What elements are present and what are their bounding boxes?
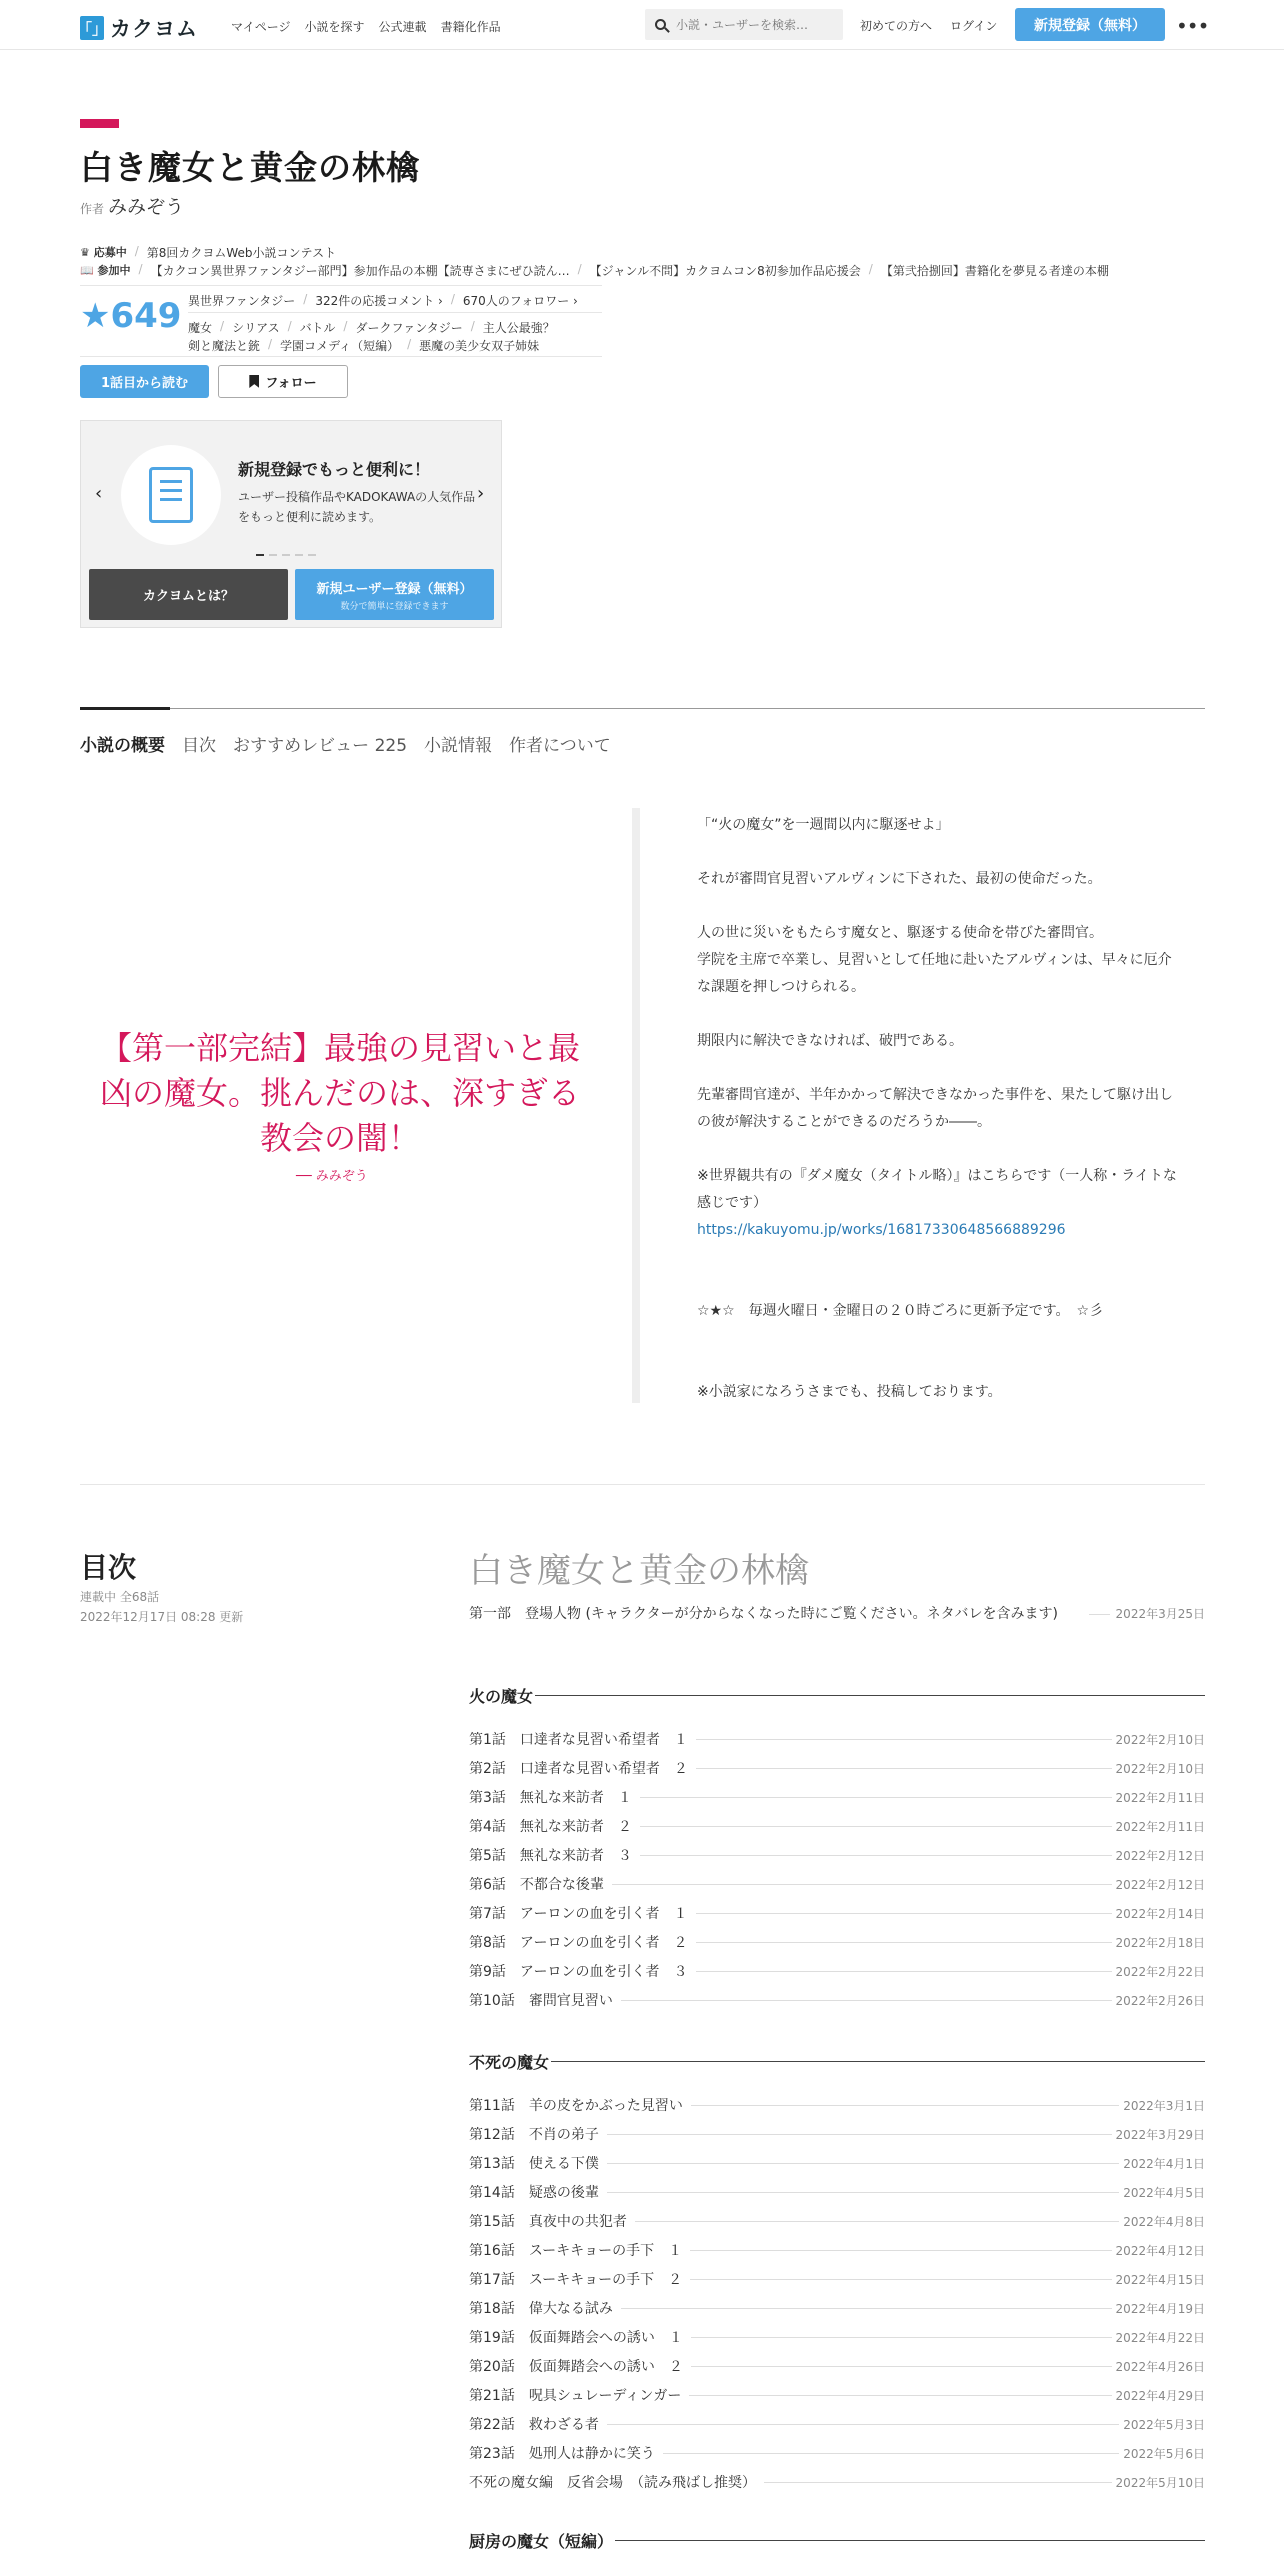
promo-text: ユーザー投稿作品やKADOKAWAの人気作品をもっと便利に読めます。	[238, 490, 476, 524]
episode-row[interactable]	[469, 1960, 1205, 1982]
read-first-episode-button[interactable]: 1話目から読む	[80, 365, 209, 398]
leader-line	[607, 2192, 1119, 2193]
bookmark-icon	[249, 375, 259, 388]
episode-row[interactable]	[469, 2326, 1205, 2348]
tab-reviews[interactable]: おすすめレビュー 225	[233, 736, 408, 756]
separator: /	[868, 262, 873, 276]
intro-paragraph: 学院を主席で卒業し、見習いとして任地に赴いたアルヴィンは、早々に厄介な課題を押しつけられる。	[697, 952, 1172, 995]
intro-paragraph: 期限内に解決できなければ、破門である。	[697, 1033, 963, 1049]
intro-paragraph	[697, 1136, 1182, 1163]
separator: /	[343, 319, 348, 333]
episode-row-characters[interactable]	[469, 1603, 1205, 1625]
episode-title: 第10話 審問官見習い	[469, 1993, 613, 2009]
nav-published-works[interactable]: 書籍化作品	[440, 20, 501, 34]
author-line	[80, 192, 184, 219]
followers-link[interactable]: 670人のフォロワー ›	[462, 294, 578, 308]
tab-author[interactable]: 作者について	[509, 736, 611, 756]
leader-line	[764, 2482, 1112, 2483]
episode-row[interactable]	[469, 2355, 1205, 2377]
signup-promo-carousel	[80, 420, 502, 628]
separator: /	[470, 319, 475, 333]
episode-row[interactable]	[469, 1815, 1205, 1837]
leader-line	[621, 2000, 1112, 2001]
episode-row[interactable]	[469, 1844, 1205, 1866]
leader-line	[640, 1855, 1112, 1856]
tags-row-1	[188, 319, 555, 336]
tag-link[interactable]: 悪魔の美少女双子姉妹	[419, 339, 540, 353]
chapter-heading	[469, 2529, 1205, 2552]
tag-link[interactable]: バトル	[299, 321, 336, 335]
episode-title: 第一部 登場人物 (キャラクターが分からなくなった時にご覧ください。ネタバレを含みます)	[469, 1606, 1058, 1622]
episode-date: 2022年5月3日	[1123, 2417, 1205, 2432]
carousel-dots	[256, 554, 316, 556]
episode-date: 2022年5月10日	[1115, 2475, 1205, 2490]
beginners-link[interactable]: 初めての方へ	[860, 19, 933, 33]
nav-search-novels[interactable]: 小説を探す	[304, 20, 365, 34]
divider	[188, 312, 602, 313]
leader-line	[640, 1826, 1112, 1827]
separator: /	[407, 337, 412, 351]
login-link[interactable]: ログイン	[950, 19, 998, 33]
leader-line	[691, 2337, 1112, 2338]
catchphrase-author: ── みみぞう	[296, 1169, 368, 1184]
signup-button[interactable]: 新規登録（無料）	[1015, 8, 1165, 41]
episode-date: 2022年4月8日	[1123, 2214, 1205, 2229]
intro-paragraph	[697, 1325, 1182, 1352]
carousel-dot[interactable]	[269, 554, 277, 556]
episode-row[interactable]	[469, 2239, 1205, 2261]
main-nav	[231, 18, 501, 35]
episode-date: 2022年2月12日	[1115, 1848, 1205, 1863]
carousel-dot[interactable]	[256, 554, 264, 556]
leader-line	[607, 2163, 1119, 2164]
tag-link[interactable]: 魔女	[188, 321, 213, 335]
joined-row	[80, 262, 1109, 279]
leader-line	[696, 1768, 1112, 1769]
carousel-dot[interactable]	[295, 554, 303, 556]
leader-line	[690, 2279, 1111, 2280]
carousel-dot[interactable]	[308, 554, 316, 556]
intro-paragraph: それが審問官見習いアルヴィンに下された、最初の使命だった。	[697, 871, 1102, 887]
episode-title: 第6話 不都合な後輩	[469, 1877, 604, 1893]
episode-date: 2022年4月22日	[1115, 2330, 1205, 2345]
episode-row[interactable]	[469, 2152, 1205, 2174]
episode-title: 第5話 無礼な来訪者 ３	[469, 1848, 632, 1864]
genre-link[interactable]: 異世界ファンタジー	[188, 294, 296, 308]
chapter-title: 厨房の魔女（短編）	[469, 2532, 614, 2551]
carousel-dot[interactable]	[282, 554, 290, 556]
episode-date: 2022年5月6日	[1123, 2446, 1205, 2461]
leader-line	[621, 2308, 1112, 2309]
work-title[interactable]: 白き魔女と黄金の林檎	[80, 148, 420, 187]
episode-title: 第15話 真夜中の共犯者	[469, 2214, 627, 2230]
logo-text: カクヨム	[110, 17, 198, 41]
episode-title: 第7話 アーロンの血を引く者 １	[469, 1906, 688, 1922]
leader-line	[696, 1739, 1112, 1740]
intro-paragraph	[697, 1271, 1182, 1298]
leader-line	[612, 1884, 1112, 1885]
episode-title: 第3話 無礼な来訪者 １	[469, 1790, 632, 1806]
divider	[80, 285, 602, 286]
carousel-next-icon[interactable]: ›	[477, 483, 485, 504]
author-name[interactable]: みみぞう	[108, 196, 185, 218]
tag-link[interactable]: 主人公最強？	[482, 321, 555, 335]
star-count[interactable]: ★649	[80, 296, 182, 336]
intro-paragraph: 先輩審問官達が、半年かかって解決できなかった事件を、果たして駆け出しの彼が解決することができるのだろうか――。	[697, 1087, 1173, 1130]
intro-paragraph	[697, 1352, 1182, 1379]
chapter-rule	[551, 2061, 1205, 2062]
tab-info[interactable]: 小説情報	[424, 736, 493, 756]
episode-row[interactable]	[469, 1757, 1205, 1779]
episode-row[interactable]	[469, 1873, 1205, 1895]
joined-link-1[interactable]: 【カクコン異世界ファンタジー部門】参加作品の本棚【読専さまにぜひ読ん…	[150, 264, 570, 278]
work-tabs	[80, 731, 611, 756]
leader-line	[635, 2221, 1119, 2222]
leader-line	[691, 2105, 1119, 2106]
episode-row[interactable]	[469, 1728, 1205, 1750]
episode-title: 第18話 偉大なる試み	[469, 2301, 613, 2317]
episode-date: 2022年3月25日	[1110, 1603, 1205, 1625]
intro-divider	[632, 808, 640, 1403]
tab-toc[interactable]: 目次	[182, 736, 216, 756]
separator: /	[220, 319, 225, 333]
nav-official-serial[interactable]: 公式連載	[378, 20, 427, 34]
episode-date: 2022年2月10日	[1115, 1732, 1205, 1747]
tag-link[interactable]: 学園コメディ（短編）	[280, 339, 400, 353]
toc-updated: 2022年12月17日 08:28 更新	[80, 1610, 244, 1624]
follow-label: フォロー	[265, 376, 317, 391]
register-button[interactable]	[295, 569, 494, 620]
episode-title: 第16話 スーキキョーの手下 １	[469, 2243, 683, 2259]
toc-work-title: 白き魔女と黄金の林檎	[469, 1551, 809, 1591]
tags-row-2	[188, 337, 539, 354]
episode-date: 2022年4月15日	[1115, 2272, 1205, 2287]
joined-link-3[interactable]: 【第弐拾捌回】書籍化を夢見る者達の本棚	[880, 264, 1109, 278]
intro-paragraph	[697, 893, 1182, 920]
document-icon	[149, 467, 193, 523]
separator: /	[287, 319, 292, 333]
separator: /	[303, 292, 308, 306]
episode-title: 第2話 口達者な見習い希望者 ２	[469, 1761, 688, 1777]
joined-label: 📖 参加中	[80, 264, 131, 277]
contest-link[interactable]: 第8回カクヨムWeb小説コンテスト	[146, 246, 337, 260]
intro-paragraph	[697, 1001, 1182, 1028]
toc-heading: 目次	[80, 1551, 137, 1584]
episode-date: 2022年2月14日	[1115, 1906, 1205, 1921]
episode-title: 第20話 仮面舞踏会への誘い ２	[469, 2359, 683, 2375]
episode-title: 第17話 スーキキョーの手下 ２	[469, 2272, 683, 2288]
separator: /	[138, 262, 143, 276]
intro-paragraph: 人の世に災いをもたらす魔女と、駆逐する使命を帯びた審問官。	[697, 925, 1103, 941]
episode-date: 2022年2月18日	[1115, 1935, 1205, 1950]
follow-button[interactable]	[218, 365, 348, 398]
episode-row[interactable]	[469, 2384, 1205, 2406]
logo-mark: 「」	[80, 16, 104, 40]
promo-illustration	[121, 445, 221, 545]
episode-date: 2022年4月26日	[1115, 2359, 1205, 2374]
comments-link[interactable]: 322件の応援コメント ›	[315, 294, 443, 308]
tab-overview[interactable]: 小説の概要	[80, 736, 165, 756]
separator: /	[134, 244, 139, 258]
intro-paragraph	[697, 839, 1182, 866]
episode-date: 2022年2月22日	[1115, 1964, 1205, 1979]
chapter-title: 火の魔女	[469, 1687, 534, 1706]
tab-divider	[80, 708, 1205, 709]
toc-status: 連載中 全68話	[80, 1590, 160, 1604]
intro-paragraph: ※世界観共有の『ダメ魔女（タイトル略）』はこちらです（一人称・ライトな感じです）	[697, 1168, 1177, 1211]
intro-link[interactable]: https://kakuyomu.jp/works/16817330648566889296	[697, 1222, 1066, 1238]
episode-date: 2022年2月26日	[1115, 1993, 1205, 2008]
leader-line	[689, 2395, 1111, 2396]
episode-row[interactable]	[469, 2471, 1205, 2493]
episode-title: 第8話 アーロンの血を引く者 ２	[469, 1935, 688, 1951]
site-logo[interactable]	[77, 13, 198, 43]
episode-date: 2022年4月19日	[1115, 2301, 1205, 2316]
episode-title: 第19話 仮面舞踏会への誘い １	[469, 2330, 683, 2346]
work-meta	[188, 292, 578, 309]
accent-bar	[80, 119, 119, 128]
episode-row[interactable]	[469, 1786, 1205, 1808]
episode-date: 2022年4月5日	[1123, 2185, 1205, 2200]
episode-title: 第23話 処刑人は静かに笑う	[469, 2446, 655, 2462]
promo-title: 新規登録でもっと便利に！	[238, 460, 431, 479]
contest-row	[80, 244, 336, 261]
episode-date: 2022年2月11日	[1115, 1819, 1205, 1834]
leader-line	[640, 1797, 1112, 1798]
episode-title: 不死の魔女編 反省会場 （読み飛ばし推奨）	[469, 2475, 756, 2491]
episode-row[interactable]	[469, 2210, 1205, 2232]
episode-title: 第12話 不肖の弟子	[469, 2127, 599, 2143]
leader-line	[607, 2424, 1119, 2425]
search-icon[interactable]	[655, 19, 666, 30]
catchphrase: 【第一部完結】最強の見習いと最凶の魔女。挑んだのは、深すぎる教会の闇！	[100, 1029, 581, 1157]
leader-line	[696, 1913, 1112, 1914]
episode-date: 2022年4月29日	[1115, 2388, 1205, 2403]
episode-row[interactable]	[469, 1931, 1205, 1953]
chapter-heading	[469, 1684, 1205, 1707]
register-label: 新規ユーザー登録（無料）	[316, 581, 473, 597]
episode-date: 2022年4月1日	[1123, 2156, 1205, 2171]
episode-date: 2022年2月11日	[1115, 1790, 1205, 1805]
nav-mypage[interactable]: マイページ	[231, 20, 291, 34]
intro-paragraph: 「“火の魔女”を一週間以内に駆逐せよ」	[697, 817, 950, 833]
leader-line	[663, 2453, 1119, 2454]
chapter-heading	[469, 2050, 1205, 2073]
more-menu-icon[interactable]: •••	[1176, 14, 1209, 38]
tag-link[interactable]: ダークファンタジー	[355, 321, 463, 335]
separator: /	[577, 262, 582, 276]
search-box	[645, 9, 843, 40]
episode-row[interactable]	[469, 2442, 1205, 2464]
leader-line	[696, 1942, 1112, 1943]
carousel-prev-icon[interactable]: ‹	[95, 483, 103, 504]
section-divider	[80, 1484, 1205, 1485]
introduction-text	[697, 812, 1182, 1406]
episode-title: 第22話 救わざる者	[469, 2417, 599, 2433]
chapter-rule	[535, 1695, 1205, 1696]
site-header	[0, 0, 1284, 50]
tag-link[interactable]: シリアス	[232, 321, 280, 335]
intro-paragraph: ※小説家になろうさまでも、投稿しております。	[697, 1384, 1002, 1400]
episode-date: 2022年4月12日	[1115, 2243, 1205, 2258]
episode-title: 第1話 口達者な見習い希望者 １	[469, 1732, 688, 1748]
episode-row[interactable]	[469, 1989, 1205, 2011]
episode-date: 2022年2月12日	[1115, 1877, 1205, 1892]
chapter-title: 不死の魔女	[469, 2053, 550, 2072]
episode-date: 2022年2月10日	[1115, 1761, 1205, 1776]
episode-title: 第4話 無礼な来訪者 ２	[469, 1819, 632, 1835]
joined-link-2[interactable]: 【ジャンル不問】カクヨムコン8初参加作品応援会	[589, 264, 861, 278]
chapter-rule	[615, 2540, 1205, 2541]
tab-active-indicator	[80, 707, 170, 710]
search-input[interactable]	[676, 18, 836, 32]
intro-paragraph: ☆★☆ 毎週火曜日・金曜日の２０時ごろに更新予定です。 ☆彡	[697, 1303, 1104, 1319]
intro-paragraph	[697, 1055, 1182, 1082]
leader-line	[690, 2250, 1111, 2251]
episode-row[interactable]	[469, 2123, 1205, 2145]
episode-title: 第21話 呪具シュレーディンガー	[469, 2388, 682, 2404]
leader-line	[691, 2366, 1112, 2367]
about-kakuyomu-button[interactable]: カクヨムとは？	[89, 569, 288, 620]
author-label: 作者	[80, 202, 105, 216]
leader-line	[607, 2134, 1112, 2135]
episode-row[interactable]	[469, 2268, 1205, 2290]
episode-title: 第13話 使える下僕	[469, 2156, 599, 2172]
separator: /	[268, 337, 273, 351]
episode-date: 2022年3月1日	[1123, 2098, 1205, 2113]
episode-title: 第9話 アーロンの血を引く者 ３	[469, 1964, 688, 1980]
episode-row[interactable]	[469, 2413, 1205, 2435]
episode-row[interactable]	[469, 1902, 1205, 1924]
intro-paragraph	[697, 1244, 1182, 1271]
episode-row[interactable]	[469, 2094, 1205, 2116]
separator: /	[450, 292, 455, 306]
leader-line	[696, 1971, 1112, 1972]
episode-date: 2022年3月29日	[1115, 2127, 1205, 2142]
episode-row[interactable]	[469, 2181, 1205, 2203]
contest-label: ♛ 応募中	[80, 246, 127, 259]
divider	[80, 356, 602, 357]
register-sublabel: 数分で簡単に登録できます	[340, 601, 449, 612]
episode-title: 第14話 疑惑の後輩	[469, 2185, 599, 2201]
episode-title: 第11話 羊の皮をかぶった見習い	[469, 2098, 683, 2114]
tag-link[interactable]: 剣と魔法と銃	[188, 339, 261, 353]
episode-row[interactable]	[469, 2297, 1205, 2319]
